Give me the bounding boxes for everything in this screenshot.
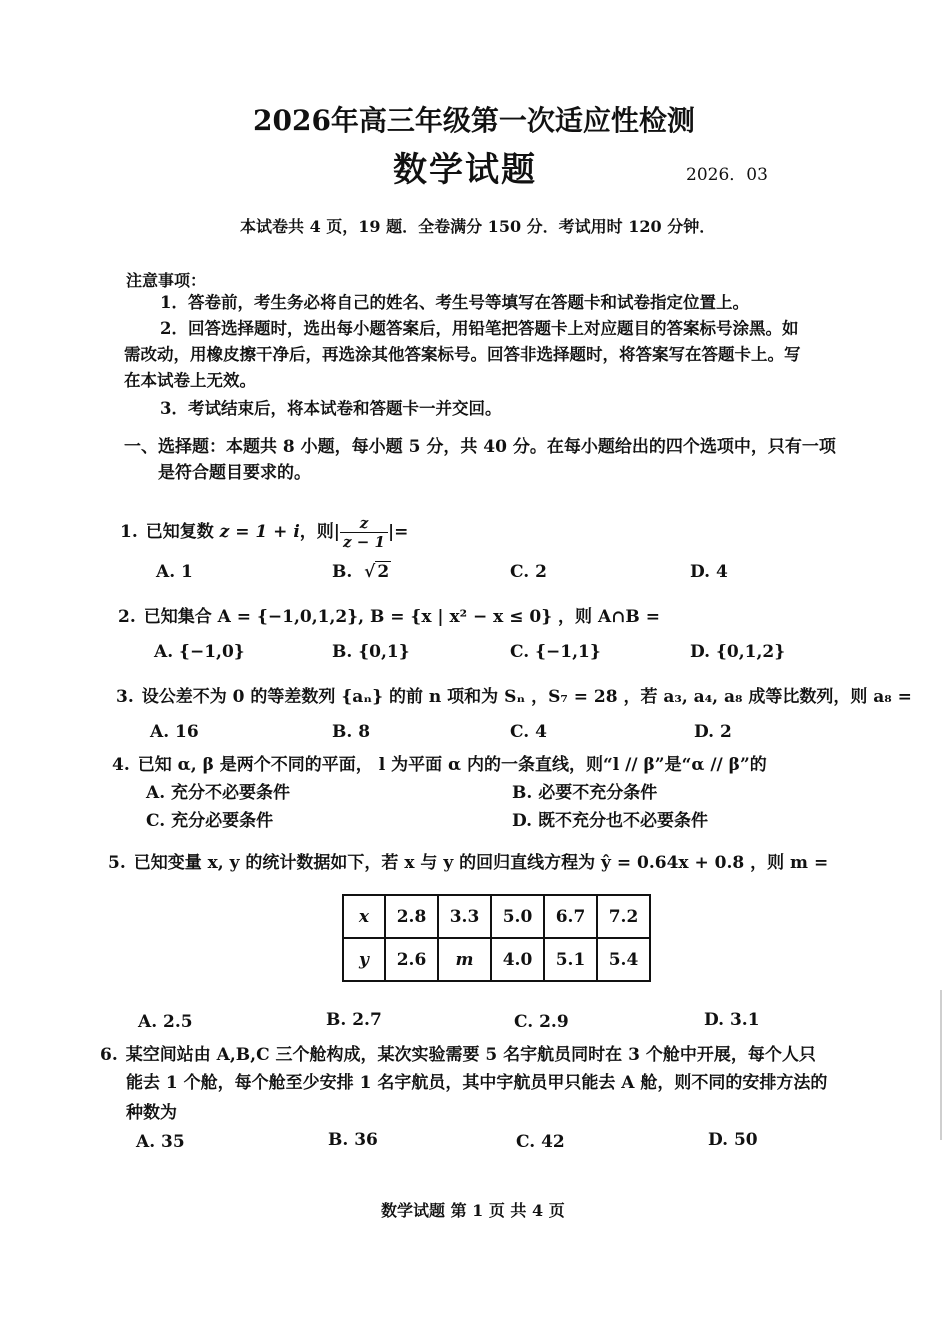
q1-option-c[interactable]: C. 2 <box>510 562 547 582</box>
sqrt-expression: √ 2 <box>364 562 390 582</box>
question-number: 1. <box>120 522 138 542</box>
question-text: 设公差不为 0 的等差数列 {aₙ} 的前 n 项和为 Sₙ ，S₇ = 28 ，若 a₃, a₄, a₈ 成等比数列，则 a₈ = <box>141 687 912 707</box>
question-number: 6. <box>100 1045 118 1065</box>
q4-option-b[interactable]: B. 必要不充分条件 <box>512 783 658 803</box>
question-text: |= <box>387 522 409 542</box>
radicand: 2 <box>377 562 390 582</box>
question-6-line-3: 种数为 <box>126 1103 177 1123</box>
q5-option-c[interactable]: C. 2.9 <box>514 1012 569 1032</box>
q2-option-a[interactable]: A. {−1,0} <box>154 642 245 662</box>
fraction-numerator: z <box>340 514 388 533</box>
q3-option-b[interactable]: B. 8 <box>332 722 371 742</box>
question-text: 已知集合 A = {−1,0,1,2}, B = {x | x² − x ≤ 0} ，则 A∩B = <box>143 607 660 627</box>
q5-option-a[interactable]: A. 2.5 <box>138 1012 193 1032</box>
table-cell: 5.1 <box>544 938 597 981</box>
table-cell: 2.8 <box>385 895 438 938</box>
notice-item-3: 3．考试结束后，将本试卷和答题卡一并交回。 <box>160 399 502 418</box>
question-text: 某空间站由 A,B,C 三个舱构成，某次实验需要 5 名宇航员同时在 3 个舱中开展，每个人只 <box>125 1045 816 1065</box>
table-cell: 5.0 <box>491 895 544 938</box>
question-number: 4. <box>112 755 130 775</box>
question-text: 已知变量 x, y 的统计数据如下，若 x 与 y 的回归直线方程为 ŷ = 0.64x + 0.8 ，则 m = <box>133 853 829 873</box>
exam-date: 2026．03 <box>686 165 768 185</box>
question-text: 已知 α, β 是两个不同的平面， l 为平面 α 内的一条直线，则“l // β”是“α // β”的 <box>137 755 767 775</box>
notice-item-2-line-2: 需改动，用橡皮擦干净后，再选涂其他答案标号。回答非选择题时，将答案写在答题卡上。写 <box>124 345 801 364</box>
q2-option-c[interactable]: C. {−1,1} <box>510 642 601 662</box>
question-6-line-2: 能去 1 个舱，每个舱至少安排 1 名宇航员，其中宇航员甲只能去 A 舱，则不同的安排方法的 <box>126 1073 828 1093</box>
question-1 <box>120 512 408 552</box>
table-cell: m <box>438 938 491 981</box>
q2-option-b[interactable]: B. {0,1} <box>332 642 410 662</box>
notice-item-1: 1．答卷前，考生务必将自己的姓名、考生号等填写在答题卡和试卷指定位置上。 <box>160 293 749 312</box>
q4-option-a[interactable]: A. 充分不必要条件 <box>146 783 291 803</box>
q4-option-d[interactable]: D. 既不充分也不必要条件 <box>512 811 708 831</box>
q6-option-d[interactable]: D. 50 <box>708 1130 758 1150</box>
q6-option-c[interactable]: C. 42 <box>516 1132 565 1152</box>
question-2 <box>118 602 660 627</box>
question-5 <box>108 848 828 873</box>
table-row-y <box>343 938 650 981</box>
q1-option-d[interactable]: D. 4 <box>690 562 728 582</box>
fraction <box>340 514 388 551</box>
q3-option-c[interactable]: C. 4 <box>510 722 547 742</box>
q6-option-a[interactable]: A. 35 <box>136 1132 185 1152</box>
table-cell: y <box>343 938 385 981</box>
exam-meta: 本试卷共 4 页，19 题．全卷满分 150 分．考试用时 120 分钟． <box>240 217 716 236</box>
question-text: ，则| <box>299 522 340 542</box>
table-cell: x <box>343 895 385 938</box>
table-cell: 2.6 <box>385 938 438 981</box>
table-cell: 4.0 <box>491 938 544 981</box>
question-text: 已知复数 <box>145 522 214 542</box>
q2-option-d[interactable]: D. {0,1,2} <box>690 642 786 662</box>
option-label: B. <box>332 562 353 582</box>
question-number: 5. <box>108 853 126 873</box>
notice-title: 注意事项： <box>126 271 207 290</box>
table-cell: 3.3 <box>438 895 491 938</box>
notice-item-2-line-1: 2．回答选择题时，选出每小题答案后，用铅笔把答题卡上对应题目的答案标号涂黑。如 <box>160 319 799 338</box>
q5-option-d[interactable]: D. 3.1 <box>704 1010 760 1030</box>
exam-title: 2026年高三年级第一次适应性检测 <box>253 104 695 137</box>
table-row-x <box>343 895 650 938</box>
question-number: 3. <box>116 687 134 707</box>
fraction-denominator: z − 1 <box>342 533 385 551</box>
exam-subtitle: 数学试题 <box>393 150 537 190</box>
page-footer: 数学试题 第 1 页 共 4 页 <box>381 1201 565 1220</box>
notice-item-2-line-3: 在本试卷上无效。 <box>124 371 256 390</box>
q6-option-b[interactable]: B. 36 <box>328 1130 378 1150</box>
statistics-table <box>342 894 651 982</box>
q1-option-b[interactable] <box>332 562 391 582</box>
q5-option-b[interactable]: B. 2.7 <box>326 1010 382 1030</box>
q3-option-a[interactable]: A. 16 <box>150 722 199 742</box>
math-expression: z = 1 + i <box>219 522 300 542</box>
q3-option-d[interactable]: D. 2 <box>694 722 732 742</box>
question-number: 2. <box>118 607 136 627</box>
table-cell: 6.7 <box>544 895 597 938</box>
q4-option-c[interactable]: C. 充分必要条件 <box>146 811 274 831</box>
table-cell: 5.4 <box>597 938 650 981</box>
section-heading-line-1: 一、选择题：本题共 8 小题，每小题 5 分，共 40 分。在每小题给出的四个选项中，只有一项 <box>124 437 836 457</box>
question-6-line-1 <box>100 1040 816 1065</box>
q1-option-a[interactable]: A. 1 <box>156 562 193 582</box>
scan-edge-divider <box>940 990 942 1140</box>
table-cell: 7.2 <box>597 895 650 938</box>
section-heading-line-2: 是符合题目要求的。 <box>158 463 311 483</box>
question-4 <box>112 750 767 775</box>
question-3 <box>116 682 912 707</box>
